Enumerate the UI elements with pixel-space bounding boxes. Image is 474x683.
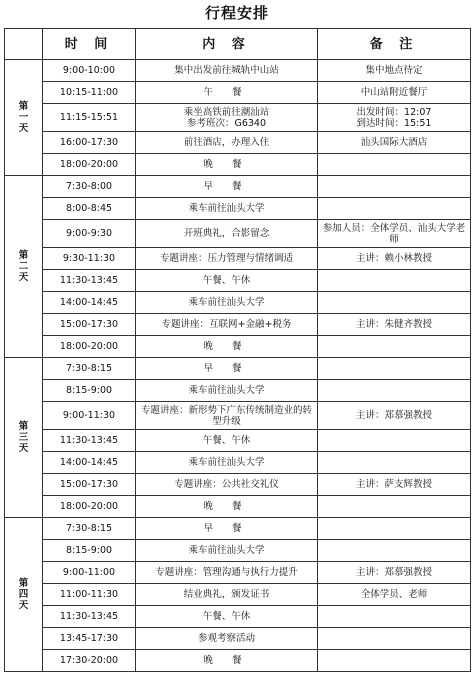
content-cell: 早 餐	[136, 176, 318, 198]
note-cell: 主讲：郑慕强教授	[318, 562, 471, 584]
content-cell: 乘车前往汕头大学	[136, 540, 318, 562]
note-cell: 主讲：朱健齐教授	[318, 314, 471, 336]
table-row	[5, 452, 471, 474]
table-row	[5, 82, 471, 104]
time-cell: 14:00-14:45	[43, 292, 136, 314]
note-cell	[318, 198, 471, 220]
time-cell: 9:00-11:00	[43, 562, 136, 584]
day-label-char: 四	[18, 589, 29, 600]
note-cell: 主讲：萨支辉教授	[318, 474, 471, 496]
content-cell: 乘坐高铁前往潮汕站 参考班次：G6340	[136, 104, 318, 132]
content-cell: 晚 餐	[136, 496, 318, 518]
note-cell	[318, 154, 471, 176]
content-cell: 午 餐	[136, 82, 318, 104]
table-row	[5, 474, 471, 496]
content-cell: 集中出发前往城轨中山站	[136, 60, 318, 82]
day-label-char: 二	[18, 261, 29, 272]
content-cell: 前往酒店，办理入住	[136, 132, 318, 154]
table-row	[5, 650, 471, 672]
time-cell: 9:00-10:00	[43, 60, 136, 82]
content-cell: 参观考察活动	[136, 628, 318, 650]
time-cell: 7:30-8:00	[43, 176, 136, 198]
time-cell: 13:45-17:30	[43, 628, 136, 650]
note-cell: 中山站附近餐厅	[318, 82, 471, 104]
table-row	[5, 198, 471, 220]
content-cell: 专题讲座：压力管理与情绪调适	[136, 248, 318, 270]
day-label	[5, 358, 43, 518]
header-time: 时 间	[43, 29, 136, 60]
page-title: 行程安排	[204, 4, 269, 22]
note-cell: 主讲：赖小林教授	[318, 248, 471, 270]
time-cell: 18:00-20:00	[43, 496, 136, 518]
content-cell: 专题讲座：互联网+金融+税务	[136, 314, 318, 336]
time-cell: 11:30-13:45	[43, 606, 136, 628]
content-cell: 乘车前往汕头大学	[136, 452, 318, 474]
table-row	[5, 540, 471, 562]
table-row	[5, 518, 471, 540]
header-content: 内 容	[136, 29, 318, 60]
day-label-char: 三	[18, 432, 29, 443]
note-cell	[318, 650, 471, 672]
table-row	[5, 60, 471, 82]
schedule-table	[4, 28, 471, 672]
time-cell: 18:00-20:00	[43, 154, 136, 176]
day-label-char: 第	[18, 250, 29, 261]
table-row	[5, 430, 471, 452]
note-cell	[318, 518, 471, 540]
table-row	[5, 220, 471, 248]
schedule-body	[5, 60, 471, 672]
note-cell	[318, 496, 471, 518]
content-cell: 乘车前往汕头大学	[136, 380, 318, 402]
content-cell: 早 餐	[136, 518, 318, 540]
time-cell: 9:30-11:30	[43, 248, 136, 270]
time-cell: 11:30-13:45	[43, 270, 136, 292]
table-row	[5, 402, 471, 430]
note-cell: 集中地点待定	[318, 60, 471, 82]
day-label	[5, 176, 43, 358]
day-label-char: 一	[18, 112, 29, 123]
time-cell: 10:15-11:00	[43, 82, 136, 104]
time-cell: 11:15-15:51	[43, 104, 136, 132]
day-label	[5, 518, 43, 672]
content-cell: 晚 餐	[136, 154, 318, 176]
time-cell: 17:30-20:00	[43, 650, 136, 672]
day-label-char: 第	[18, 101, 29, 112]
time-cell: 15:00-17:30	[43, 314, 136, 336]
time-cell: 16:00-17:30	[43, 132, 136, 154]
time-cell: 8:15-9:00	[43, 380, 136, 402]
note-cell	[318, 336, 471, 358]
note-cell	[318, 176, 471, 198]
note-cell	[318, 452, 471, 474]
day-label-char: 天	[18, 123, 29, 134]
note-cell	[318, 380, 471, 402]
day-label-char: 第	[18, 421, 29, 432]
note-cell	[318, 292, 471, 314]
table-row	[5, 584, 471, 606]
content-cell: 乘车前往汕头大学	[136, 292, 318, 314]
table-row	[5, 292, 471, 314]
note-cell	[318, 540, 471, 562]
note-cell: 全体学员、老师	[318, 584, 471, 606]
note-cell	[318, 628, 471, 650]
time-cell: 11:30-13:45	[43, 430, 136, 452]
note-cell: 参加人员：全体学员、汕头大学老师	[318, 220, 471, 248]
content-cell: 专题讲座：公共社交礼仪	[136, 474, 318, 496]
note-cell	[318, 430, 471, 452]
note-cell: 出发时间：12:07 到达时间：15:51	[318, 104, 471, 132]
table-row	[5, 270, 471, 292]
table-row	[5, 248, 471, 270]
time-cell: 9:00-9:30	[43, 220, 136, 248]
note-cell: 主讲：郑慕强教授	[318, 402, 471, 430]
time-cell: 11:00-11:30	[43, 584, 136, 606]
time-cell: 8:00-8:45	[43, 198, 136, 220]
time-cell: 7:30-8:15	[43, 518, 136, 540]
content-cell: 乘车前往汕头大学	[136, 198, 318, 220]
content-cell: 午餐、午休	[136, 270, 318, 292]
table-row	[5, 132, 471, 154]
content-cell: 晚 餐	[136, 650, 318, 672]
content-cell: 午餐、午休	[136, 430, 318, 452]
time-cell: 8:15-9:00	[43, 540, 136, 562]
content-cell: 开班典礼，合影留念	[136, 220, 318, 248]
table-row	[5, 336, 471, 358]
time-cell: 14:00-14:45	[43, 452, 136, 474]
note-cell	[318, 270, 471, 292]
time-cell: 9:00-11:30	[43, 402, 136, 430]
table-row	[5, 154, 471, 176]
header-day	[5, 29, 43, 60]
table-row	[5, 314, 471, 336]
table-row	[5, 358, 471, 380]
table-row	[5, 628, 471, 650]
table-row	[5, 176, 471, 198]
content-cell: 专题讲座：管理沟通与执行力提升	[136, 562, 318, 584]
header-note: 备 注	[318, 29, 471, 60]
day-label-char: 天	[18, 600, 29, 611]
note-cell	[318, 358, 471, 380]
day-label-char: 天	[18, 443, 29, 454]
day-label	[5, 60, 43, 176]
table-row	[5, 562, 471, 584]
content-cell: 结业典礼，颁发证书	[136, 584, 318, 606]
time-cell: 18:00-20:00	[43, 336, 136, 358]
content-cell: 晚 餐	[136, 336, 318, 358]
header-row	[5, 29, 471, 60]
time-cell: 15:00-17:30	[43, 474, 136, 496]
content-cell: 午餐、午休	[136, 606, 318, 628]
day-label-char: 第	[18, 578, 29, 589]
table-row	[5, 496, 471, 518]
note-cell: 汕头国际大酒店	[318, 132, 471, 154]
day-label-char: 天	[18, 272, 29, 283]
table-row	[5, 380, 471, 402]
table-row	[5, 606, 471, 628]
note-cell	[318, 606, 471, 628]
time-cell: 7:30-8:15	[43, 358, 136, 380]
content-cell: 早 餐	[136, 358, 318, 380]
table-row	[5, 104, 471, 132]
content-cell: 专题讲座：新形势下广东传统制造业的转型升级	[136, 402, 318, 430]
